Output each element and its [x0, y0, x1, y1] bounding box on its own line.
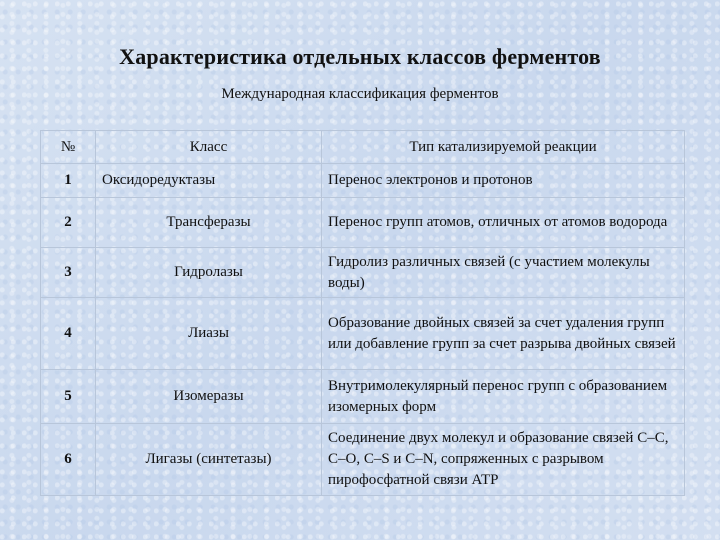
row-number: 1 [41, 164, 96, 198]
row-reaction-type: Образование двойных связей за счет удаления групп или добавление групп за счет разрыва двойных связей [322, 298, 685, 370]
row-class: Лигазы (синтетазы) [96, 424, 322, 496]
row-reaction-type: Перенос электронов и протонов [322, 164, 685, 198]
table-row [41, 370, 685, 424]
table-header-row [41, 131, 685, 164]
slide-title: Характеристика отдельных классов ферментов [119, 44, 601, 69]
header-class: Класс [96, 131, 322, 164]
row-class: Оксидоредуктазы [96, 164, 322, 198]
table-row [41, 164, 685, 198]
row-reaction-type: Гидролиз различных связей (с участием молекулы воды) [322, 248, 685, 298]
row-number: 2 [41, 198, 96, 248]
slide-subtitle: Международная классификация ферментов [221, 86, 499, 102]
table-row [41, 298, 685, 370]
table-row [41, 248, 685, 298]
table-row [41, 198, 685, 248]
row-class: Трансферазы [96, 198, 322, 248]
row-number: 5 [41, 370, 96, 424]
table-row [41, 424, 685, 496]
row-class: Лиазы [96, 298, 322, 370]
row-number: 4 [41, 298, 96, 370]
enzyme-classes-table [40, 130, 685, 496]
row-reaction-type: Соединение двух молекул и образование связей С–С, С–О, С–S и С–N, сопряженных с разрывом пирофосфатной связи АТР [322, 424, 685, 496]
row-class: Изомеразы [96, 370, 322, 424]
row-number: 6 [41, 424, 96, 496]
header-number: № [41, 131, 96, 164]
row-number: 3 [41, 248, 96, 298]
row-reaction-type: Перенос групп атомов, отличных от атомов водорода [322, 198, 685, 248]
row-class: Гидролазы [96, 248, 322, 298]
header-reaction-type: Тип катализируемой реакции [322, 131, 685, 164]
row-reaction-type: Внутримолекулярный перенос групп с образованием изомерных форм [322, 370, 685, 424]
